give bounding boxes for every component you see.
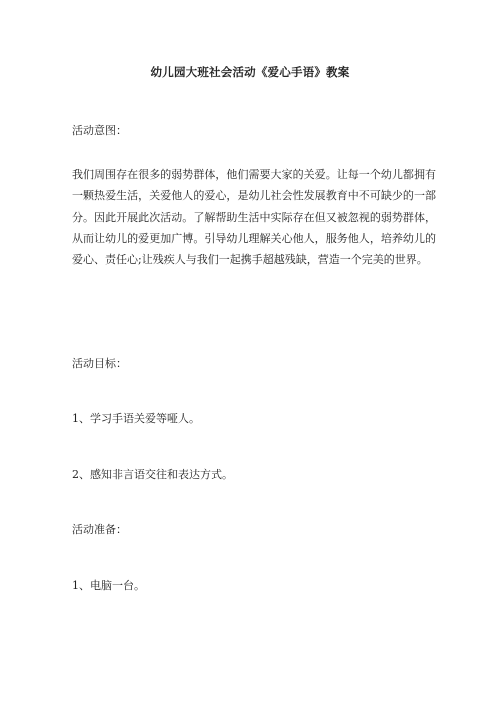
section-heading-prep: 活动准备：: [72, 523, 127, 536]
section-heading-goals: 活动目标：: [72, 357, 127, 370]
paragraph-intent: 我们周围存在很多的弱势群体，他们需要大家的关爱。让每一个幼儿都拥有一颗热爱生活，关爱他人的爱心，是幼儿社会性发展教育中不可缺少的一部分。因此开展此次活动。了解帮助生活中实际存在但又被忽视的弱势群体，从而让幼儿的爱更加广博。引导幼儿理解关心他人，服务他人，培养幼儿的爱心、责任心;让残疾人与我们一起携手超越残缺，营造一个完美的世界。: [72, 168, 436, 267]
list-item-goal-2: 2、感知非言语交往和表达方式。: [72, 468, 233, 481]
list-item-goal-1: 1、学习手语关爱等哑人。: [72, 412, 200, 425]
list-item-prep-1: 1、电脑一台。: [72, 579, 145, 592]
document-title: 幼儿园大班社会活动《爱心手语》教案: [150, 65, 350, 79]
section-heading-intent: 活动意图：: [72, 124, 127, 137]
